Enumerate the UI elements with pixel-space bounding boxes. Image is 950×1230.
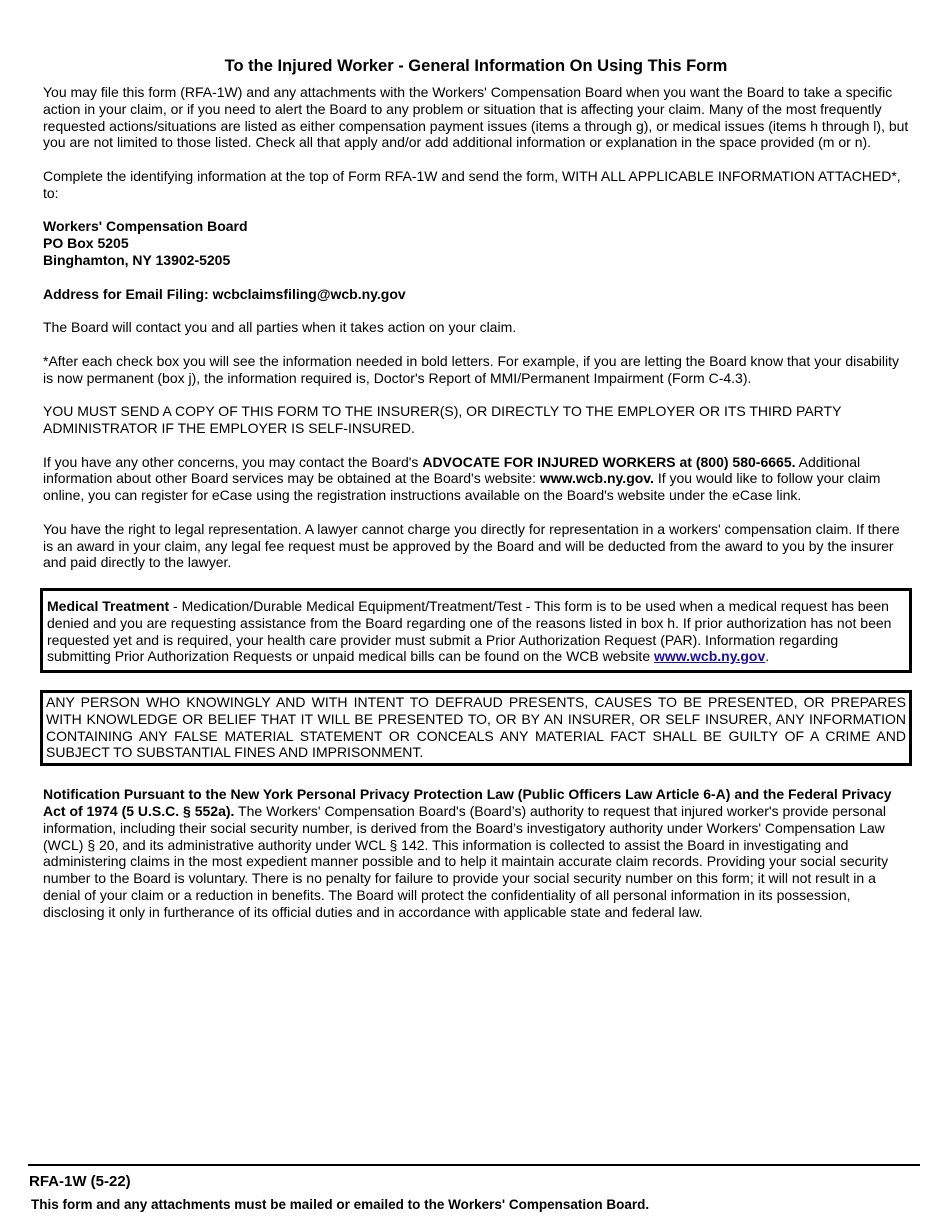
medical-treatment-box	[40, 588, 912, 673]
website-text: www.wcb.ny.gov.	[539, 470, 654, 487]
address-line-1: Workers' Compensation Board	[43, 218, 248, 235]
medical-end: .	[765, 648, 770, 665]
mailing-address	[43, 218, 909, 268]
privacy-paragraph	[43, 786, 909, 920]
fraud-warning-box	[40, 690, 912, 766]
medical-heading: Medical Treatment	[47, 597, 170, 614]
concerns-paragraph	[43, 454, 909, 504]
intro-paragraph: You may file this form (RFA-1W) and any attachments with the Workers' Compensation Board when you want the Board to take a specific action in your claim, or if you need to alert the Board to any problem or situation that is affecting your claim. Many of the most frequently requested actions/situations are listed as either compensation payment issues (items a through g), or medical issues (items h through l), but you are not limited to those listed. Check all that apply and/or add additional information or explanation in the space provided (m or n).	[43, 84, 909, 151]
address-line-2: PO Box 5205	[43, 235, 129, 252]
concerns-text-1: If you have any other concerns, you may contact the Board's	[43, 453, 423, 470]
wcb-website-link[interactable]: www.wcb.ny.gov	[654, 648, 766, 665]
privacy-heading: Notification Pursuant to the New York Personal Privacy Protection Law (Public Officers Law Article 6-A) and the Federal Privacy Act of 1974 (5 U.S.C. § 552a).	[43, 786, 892, 820]
footer-note: This form and any attachments must be mailed or emailed to the Workers' Compensation Board.	[31, 1197, 650, 1212]
page-content	[43, 56, 909, 937]
legal-paragraph: You have the right to legal representation. A lawyer cannot charge you directly for representation in a workers' compensation claim. If there is an award in your claim, any legal fee request must be approved by the Board and will be deducted from the award to you by the insurer and paid directly to the lawyer.	[43, 520, 900, 571]
fraud-warning-text: ANY PERSON WHO KNOWINGLY AND WITH INTENT TO DEFRAUD PRESENTS, CAUSES TO BE PRESENTED, OR PREPARES WITH KNOWLEDGE OR BELIEF THAT IT WILL BE PRESENTED TO, OR BY AN INSURER, OR SELF INSURER, ANY INFORMATION CONTAINING ANY FALSE MATERIAL STATEMENT OR CONCEALS ANY MATERIAL FACT SHALL BE GUILTY OF A CRIME AND SUBJECT TO SUBSTANTIAL FINES AND IMPRISONMENT.	[46, 694, 906, 761]
contact-paragraph: The Board will contact you and all parties when it takes action on your claim.	[43, 319, 517, 336]
advocate-phone: ADVOCATE FOR INJURED WORKERS at (800) 580-6665.	[422, 453, 796, 470]
must-send-paragraph: YOU MUST SEND A COPY OF THIS FORM TO THE INSURER(S), OR DIRECTLY TO THE EMPLOYER OR ITS THIRD PARTY ADMINISTRATOR IF THE EMPLOYER IS SELF-INSURED.	[43, 403, 842, 436]
email-filing-address: Address for Email Filing: wcbclaimsfiling@wcb.ny.gov	[43, 285, 406, 302]
address-line-3: Binghamton, NY 13902-5205	[43, 251, 231, 268]
complete-instructions: Complete the identifying information at the top of Form RFA-1W and send the form, WITH ALL APPLICABLE INFORMATION ATTACHED*, to:	[43, 167, 901, 201]
page-title: To the Injured Worker - General Information On Using This Form	[224, 57, 728, 75]
footer-divider	[28, 1164, 920, 1166]
medical-text: - Medication/Durable Medical Equipment/Treatment/Test - This form is to be used when a medical request has been denied and you are requesting assistance from the Board regarding one of the reasons listed in box h. If prior authorization has not been requested yet and is required, your health care provider must submit a Prior Authorization Request (PAR). Information regarding submitting Prior Authorization Requests or unpaid medical bills can be found on the WCB website	[47, 597, 892, 665]
form-code: RFA-1W (5-22)	[29, 1173, 131, 1190]
privacy-text: The Workers' Compensation Board's (Board’s) authority to request that injured worker's provide personal information, including their social security number, is derived from the Board’s investigatory authority under Workers' Compensation Law (WCL) § 20, and its administrative authority under WCL § 142. This information is collected to assist the Board in investigating and administering claims in the most expedient manner possible and to help it maintain accurate claim records. Providing your social security number to the Board is voluntary. There is no penalty for failure to provide your social security number on this form; it will not result in a denial of your claim or a reduction in benefits. The Board will protect the confidentiality of all personal information in its possession, disclosing it only in furtherance of its official duties and in accordance with applicable state and federal law.	[43, 803, 889, 920]
concerns-text-2: Additional information about other Board services may be obtained at the Board's website:	[43, 453, 861, 487]
after-checkbox-paragraph: *After each check box you will see the information needed in bold letters. For example, if you are letting the Board know that your disability is now permanent (box j), the information required is, Doctor's Report of MMI/Permanent Impairment (Form C-4.3).	[43, 352, 900, 386]
concerns-text-3: If you would like to follow your claim online, you can register for eCase using the registration instructions available on the Board's website under the eCase link.	[43, 470, 881, 504]
